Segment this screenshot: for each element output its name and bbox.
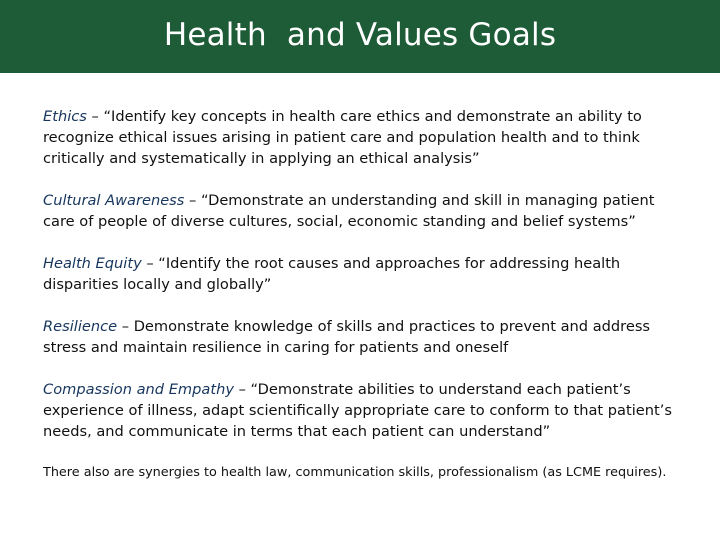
goal-name: Compassion and Empathy: [43, 381, 234, 398]
goal-name: Health Equity: [43, 255, 142, 272]
goal-description: – “Demonstrate abilities to understand each patient’s experience of illness, adapt scientifically appropriate care to conform to that patient’s needs, and communicate in terms that each patient can understand”: [43, 381, 672, 440]
goal-description: – “Demonstrate an understanding and skill in managing patient care of people of diverse cultures, social, economic standing and belief systems”: [43, 192, 655, 230]
goal-resilience: [43, 316, 683, 358]
page-title: Health and Values Goals: [163, 16, 557, 53]
goals-content: [43, 106, 683, 495]
goal-description: – Demonstrate knowledge of skills and practices to prevent and address stress and maintain resilience in caring for patients and oneself: [43, 318, 651, 356]
goal-description: – “Identify key concepts in health care ethics and demonstrate an ability to recognize ethical issues arising in patient care and population health and to think critically and systematically in applying an ethical analysis”: [43, 108, 642, 167]
goal-compassion-and-empathy: [43, 379, 683, 442]
goal-ethics: [43, 106, 683, 169]
goal-name: Cultural Awareness: [43, 192, 185, 209]
goal-name: Ethics: [43, 108, 87, 125]
goal-health-equity: [43, 253, 683, 295]
footnote: There also are synergies to health law, communication skills, professionalism (as LCME requires).: [43, 465, 667, 480]
goal-description: – “Identify the root causes and approaches for addressing health disparities locally and globally”: [43, 255, 621, 293]
goal-cultural-awareness: [43, 190, 683, 232]
goal-name: Resilience: [43, 318, 118, 335]
title-bar: [0, 0, 720, 73]
